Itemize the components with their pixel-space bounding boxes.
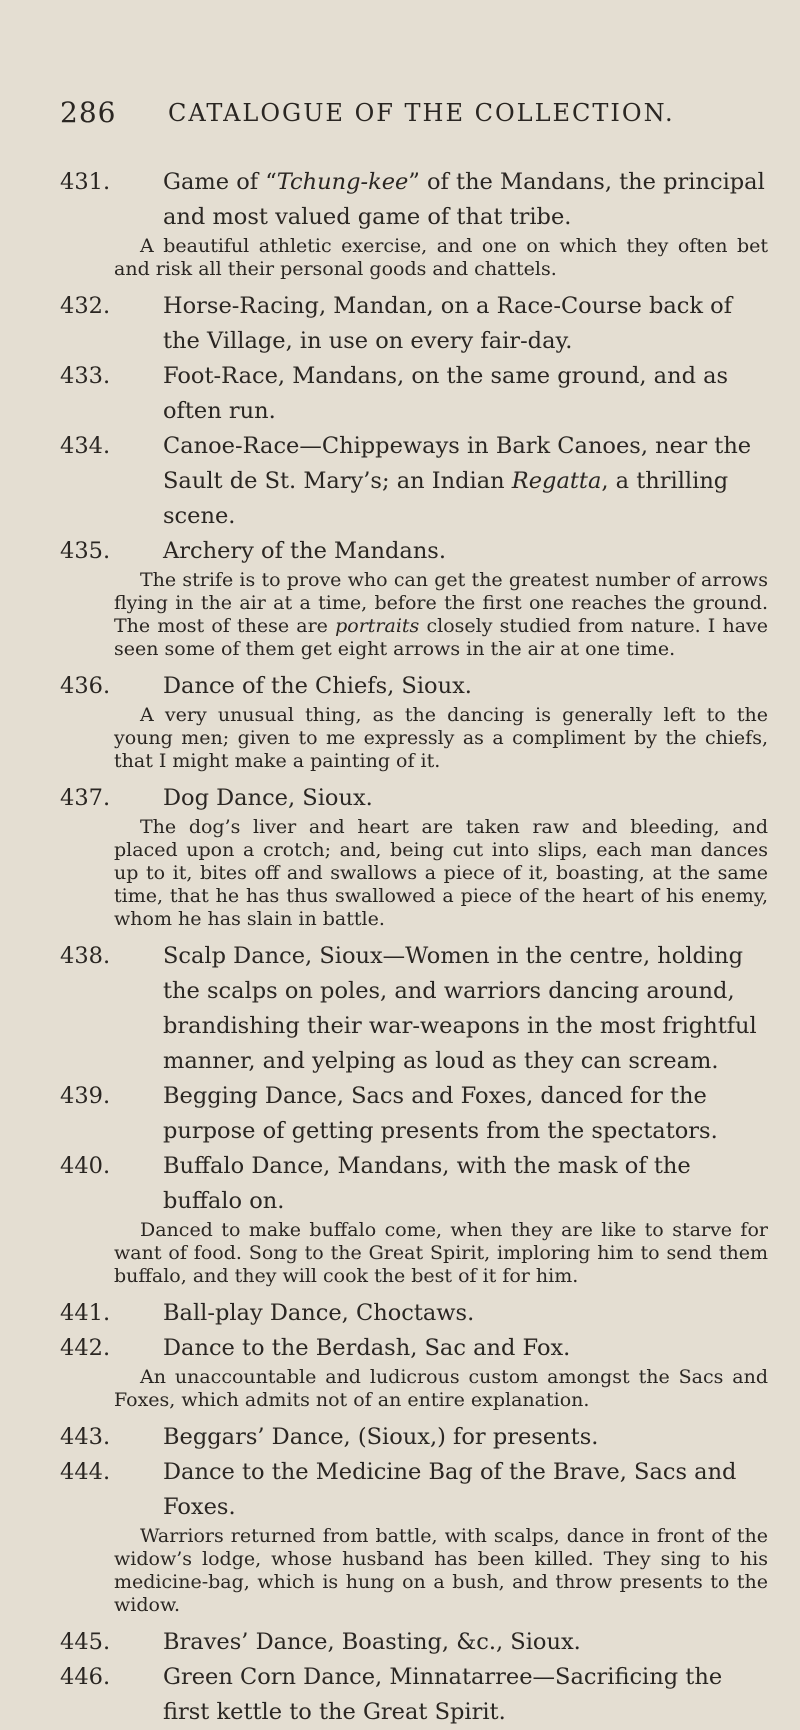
entry-title: 432. Horse-Racing, Mandan, on a Race-Course back of the Village, in use on every fair-day. — [60, 289, 768, 359]
entry-description: An unaccountable and ludicrous custom amongst the Sacs and Foxes, which admits not of an entire explanation. — [114, 1366, 768, 1411]
catalogue-entry — [60, 1455, 768, 1617]
entry-title: 444. Dance to the Medicine Bag of the Brave, Sacs and Foxes. — [60, 1455, 768, 1525]
page-number: 286 — [60, 96, 117, 129]
catalogue-entry — [60, 669, 768, 773]
entry-title: 446. Green Corn Dance, Minnatarree—Sacrificing the first kettle to the Great Spirit. — [60, 1660, 768, 1730]
entry-number: 442. — [60, 1335, 111, 1361]
entry-number: 441. — [60, 1300, 111, 1326]
entry-number: 443. — [60, 1424, 111, 1450]
catalogue-entry — [60, 1660, 768, 1730]
entry-number: 434. — [60, 433, 111, 459]
catalogue-entry — [60, 1296, 768, 1331]
entry-number: 431. — [60, 169, 111, 195]
catalogue-entry — [60, 429, 768, 534]
entry-title: 436. Dance of the Chiefs, Sioux. — [60, 669, 768, 704]
entry-description: A beautiful athletic exercise, and one on which they often bet and risk all their personal goods and chattels. — [114, 235, 768, 280]
catalogue-entry — [60, 781, 768, 931]
catalogue-entry — [60, 1420, 768, 1455]
entry-description: The dog’s liver and heart are taken raw and bleeding, and placed upon a crotch; and, being cut into slips, each man dances up to it, bites off and swallows a piece of it, boasting, at the same time, that he has thus swallowed a piece of the heart of his enemy, whom he has slain in battle. — [114, 816, 768, 930]
entry-description: A very unusual thing, as the dancing is generally left to the young men; given to me expressly as a compliment by the chiefs, that I might make a painting of it. — [114, 704, 768, 772]
entry-number: 436. — [60, 673, 111, 699]
entry-number: 444. — [60, 1459, 111, 1485]
entry-number: 440. — [60, 1153, 111, 1179]
entry-number: 438. — [60, 943, 111, 969]
catalogue-entry — [60, 1331, 768, 1412]
entry-title: 439. Begging Dance, Sacs and Foxes, danced for the purpose of getting presents from the spectators. — [60, 1079, 768, 1149]
entry-number: 445. — [60, 1629, 111, 1655]
catalogue-entry — [60, 939, 768, 1079]
catalogue-entries — [60, 165, 768, 1730]
entry-number: 439. — [60, 1083, 111, 1109]
entry-number: 446. — [60, 1664, 111, 1690]
entry-title: 442. Dance to the Berdash, Sac and Fox. — [60, 1331, 768, 1366]
catalogue-entry — [60, 534, 768, 661]
running-title: CATALOGUE OF THE COLLECTION. — [168, 99, 675, 127]
entry-title: 443. Beggars’ Dance, (Sioux,) for presents. — [60, 1420, 768, 1455]
page-header — [60, 96, 760, 136]
entry-title: 440. Buffalo Dance, Mandans, with the mask of the buffalo on. — [60, 1149, 768, 1219]
entry-number: 432. — [60, 293, 111, 319]
entry-description: Warriors returned from battle, with scalps, dance in front of the widow’s lodge, whose husband has been killed. They sing to his medicine-bag, which is hung on a bush, and throw presents to the widow. — [114, 1525, 768, 1616]
entry-title: 438. Scalp Dance, Sioux—Women in the centre, holding the scalps on poles, and warriors dancing around, brandishing their war-weapons in the most frightful manner, and yelping as loud as they can scream. — [60, 939, 768, 1079]
entry-number: 437. — [60, 785, 111, 811]
entry-number: 433. — [60, 363, 111, 389]
entry-title: 441. Ball-play Dance, Choctaws. — [60, 1296, 768, 1331]
entry-title: 431. Game of “Tchung-kee” of the Mandans, the principal and most valued game of that tribe. — [60, 165, 768, 235]
catalogue-entry — [60, 289, 768, 359]
entry-title: 434. Canoe-Race—Chippeways in Bark Canoes, near the Sault de St. Mary’s; an Indian Regatta, a thrilling scene. — [60, 429, 768, 534]
entry-title: 435. Archery of the Mandans. — [60, 534, 768, 569]
entry-title: 433. Foot-Race, Mandans, on the same ground, and as often run. — [60, 359, 768, 429]
entry-number: 435. — [60, 538, 111, 564]
catalogue-entry — [60, 165, 768, 281]
entry-description: Danced to make buffalo come, when they are like to starve for want of food. Song to the Great Spirit, imploring him to send them buffalo, and they will cook the best of it for him. — [114, 1219, 768, 1287]
catalogue-entry — [60, 359, 768, 429]
entry-title: 445. Braves’ Dance, Boasting, &c., Sioux. — [60, 1625, 768, 1660]
catalogue-entry — [60, 1079, 768, 1149]
catalogue-entry — [60, 1149, 768, 1288]
catalogue-entry — [60, 1625, 768, 1660]
entry-description: The strife is to prove who can get the greatest number of arrows flying in the air at a time, before the first one reaches the ground. The most of these are portraits closely studied from nature. I have seen some of them get eight arrows in the air at one time. — [114, 569, 769, 660]
entry-title: 437. Dog Dance, Sioux. — [60, 781, 768, 816]
